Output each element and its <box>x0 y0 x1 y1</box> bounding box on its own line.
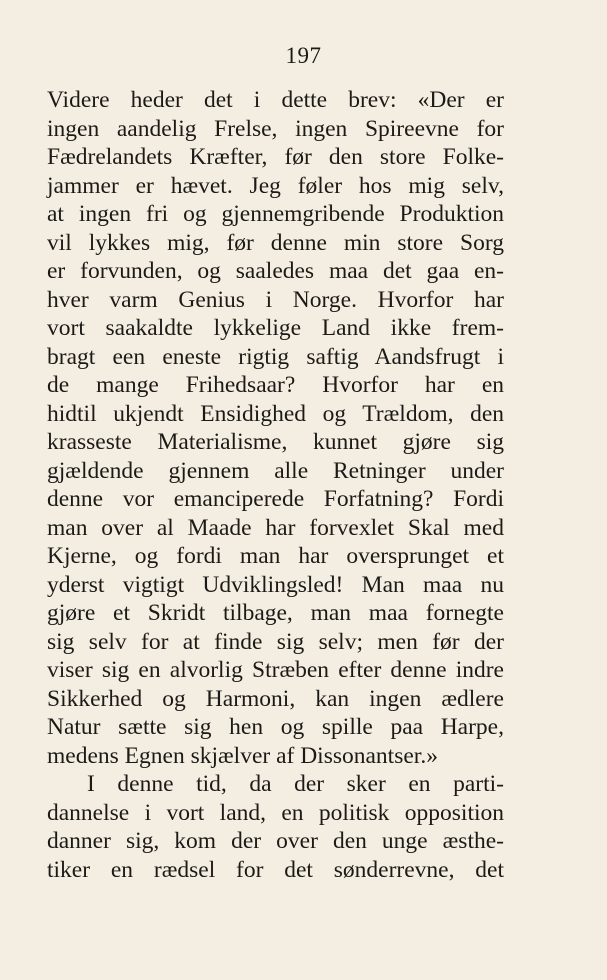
text-line: viser sig en alvorlig Stræben efter denne indre <box>47 657 504 683</box>
text-line: ingen aandelig Frelse, ingen Spireevne for <box>47 115 504 142</box>
body-text <box>47 86 504 884</box>
text-line: bragt een eneste rigtig saftig Aandsfrugt i <box>47 343 504 370</box>
text-line: krasseste Materialisme, kunnet gjøre sig <box>47 429 504 455</box>
text-line: Fædrelandets Kræfter, før den store Folke- <box>47 144 504 170</box>
text-line: denne vor emanciperede Forfatning? Fordi <box>47 486 504 512</box>
text-line: yderst vigtigt Udviklingsled! Man maa nu <box>47 571 504 598</box>
page-number: 197 <box>285 43 322 68</box>
text-line: hidtil ukjendt Ensidighed og Trældom, den <box>47 400 504 427</box>
text-line: man over al Maade har forvexlet Skal med <box>47 514 504 541</box>
text-line-paragraph-end: medens Egnen skjælver af Dissonantser.» <box>47 742 438 769</box>
text-line: Sikkerhed og Harmoni, kan ingen ædlere <box>47 685 504 712</box>
text-line: danner sig, kom der over den unge æsthe- <box>47 828 504 854</box>
text-line: Videre heder det i dette brev: «Der er <box>47 87 504 113</box>
text-line: gjøre et Skridt tilbage, man maa fornegte <box>47 600 504 626</box>
text-line: tiker en rædsel for det sønderrevne, det <box>47 856 504 883</box>
text-line: gjældende gjennem alle Retninger under <box>47 457 504 484</box>
text-line: vil lykkes mig, før denne min store Sorg <box>47 229 504 256</box>
text-line-paragraph-start: I denne tid, da der sker en parti- <box>87 771 504 797</box>
text-line: jammer er hævet. Jeg føler hos mig selv, <box>47 172 504 199</box>
text-line: hver varm Genius i Norge. Hvorfor har <box>47 286 504 313</box>
text-line: vort saakaldte lykkelige Land ikke frem- <box>47 315 504 341</box>
text-line: Natur sætte sig hen og spille paa Harpe, <box>47 714 504 740</box>
text-line: Kjerne, og fordi man har oversprunget et <box>47 543 504 569</box>
text-line: dannelse i vort land, en politisk opposition <box>47 799 504 826</box>
text-line: de mange Frihedsaar? Hvorfor har en <box>47 372 504 398</box>
text-line: sig selv for at finde sig selv; men før der <box>47 628 504 655</box>
text-line: at ingen fri og gjennemgribende Produktion <box>47 201 504 227</box>
text-line: er forvunden, og saaledes maa det gaa en- <box>47 258 504 284</box>
